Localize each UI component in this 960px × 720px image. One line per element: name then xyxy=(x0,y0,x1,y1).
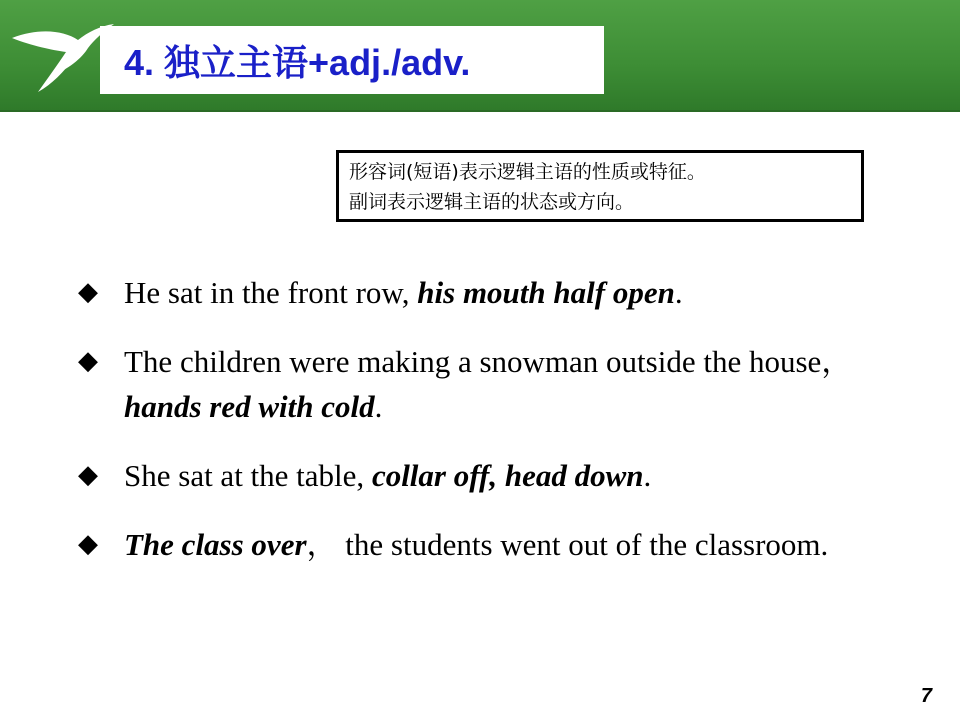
diamond-bullet-icon: ◆ xyxy=(78,346,98,376)
example-item xyxy=(78,270,878,315)
absolute-phrase: hands red with cold xyxy=(124,389,375,424)
slide-title: 4. 独立主语+adj./adv. xyxy=(124,41,471,83)
example-item xyxy=(78,522,878,567)
sentence-text: The children were making a snowman outside the house， xyxy=(124,344,853,379)
sentence-text: He sat in the front row, xyxy=(124,275,418,310)
sentence-text: . xyxy=(643,458,652,493)
example-sentence xyxy=(124,339,878,429)
diamond-bullet-icon: ◆ xyxy=(78,460,98,490)
sentence-text: She sat at the table, xyxy=(124,458,372,493)
title-box xyxy=(100,26,604,94)
header-band xyxy=(0,0,960,112)
diamond-bullet-icon: ◆ xyxy=(78,277,98,307)
sentence-text: . xyxy=(374,389,383,424)
example-item xyxy=(78,339,878,429)
absolute-phrase: his mouth half open xyxy=(417,275,675,310)
note-line-adjective: 形容词(短语)表示逻辑主语的性质或特征。 xyxy=(349,161,706,183)
diamond-bullet-icon: ◆ xyxy=(78,529,98,559)
sentence-text: . xyxy=(674,275,683,310)
grammar-note-box xyxy=(336,150,864,222)
example-sentence xyxy=(124,453,878,498)
example-sentence xyxy=(124,522,878,567)
sentence-text: ， the students went out of the classroom. xyxy=(306,527,829,562)
absolute-phrase: collar off, head down xyxy=(371,458,644,493)
page-number: 7 xyxy=(920,685,932,707)
note-line-adverb: 副词表示逻辑主语的状态或方向。 xyxy=(349,191,635,213)
example-sentence xyxy=(124,270,878,315)
example-list xyxy=(78,270,878,591)
absolute-phrase: The class over xyxy=(124,527,307,562)
example-item xyxy=(78,453,878,498)
